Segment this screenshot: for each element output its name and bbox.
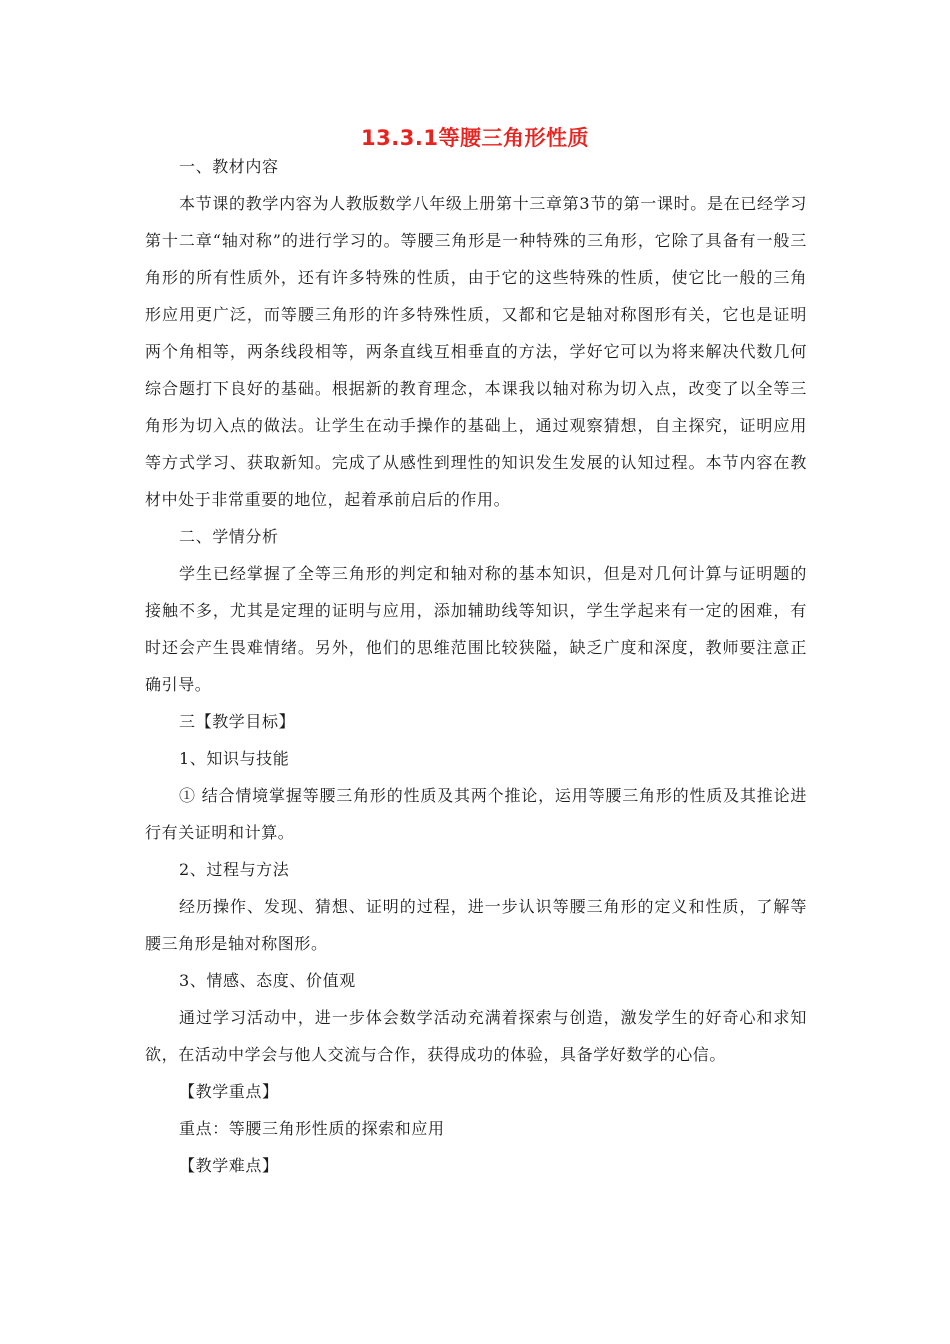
paragraph-textbook-content: 本节课的教学内容为人教版数学八年级上册第十三章第3节的第一课时。是在已经学习第十二章“轴对称”的进行学习的。等腰三角形是一种特殊的三角形，它除了具备有一般三角形的所有性质外，还有许多特殊的性质，由于它的这些特殊的性质，使它比一般的三角形应用更广泛，而等腰三角形的许多特殊性质，又都和它是轴对称图形有关，它也是证明两个角相等，两条线段相等，两条直线互相垂直的方法，学好它可以为将来解决代数几何综合题打下良好的基础。根据新的教育理念，本课我以轴对称为切入点，改变了以全等三角形为切入点的做法。让学生在动手操作的基础上，通过观察猜想，自主探究，证明应用等方式学习、获取新知。完成了从感性到理性的知识发生发展的认知过程。本节内容在教材中处于非常重要的地位，起着承前启后的作用。 [145, 194, 807, 509]
section-heading-key-points: 【教学重点】 [179, 1082, 279, 1101]
subheading-emotion-values: 3、情感、态度、价值观 [179, 971, 356, 990]
paragraph-key-points: 重点：等腰三角形性质的探索和应用 [179, 1119, 445, 1138]
subheading-knowledge-skills: 1、知识与技能 [179, 749, 290, 768]
subheading-process-method: 2、过程与方法 [179, 860, 290, 879]
paragraph-knowledge-skills: ① 结合情境掌握等腰三角形的性质及其两个推论，运用等腰三角形的性质及其推论进行有关证明和计算。 [145, 786, 807, 842]
paragraph-emotion-values: 通过学习活动中，进一步体会数学活动充满着探索与创造，激发学生的好奇心和求知欲，在活动中学会与他人交流与合作，获得成功的体验，具备学好数学的心信。 [145, 1008, 807, 1064]
section-heading-difficult-points: 【教学难点】 [179, 1156, 279, 1175]
section-heading-textbook-content: 一、教材内容 [179, 157, 279, 176]
section-heading-teaching-goals: 三【教学目标】 [179, 712, 296, 731]
document-title: 13.3.1等腰三角形性质 [361, 126, 589, 150]
document-body [145, 148, 807, 1184]
paragraph-student-analysis: 学生已经掌握了全等三角形的判定和轴对称的基本知识，但是对几何计算与证明题的接触不多，尤其是定理的证明与应用，添加辅助线等知识，学生学起来有一定的困难，有时还会产生畏难情绪。另外，他们的思维范围比较狭隘，缺乏广度和深度，教师要注意正确引导。 [145, 564, 807, 694]
section-heading-student-analysis: 二、学情分析 [179, 527, 279, 546]
paragraph-process-method: 经历操作、发现、猜想、证明的过程，进一步认识等腰三角形的定义和性质，了解等腰三角形是轴对称图形。 [145, 897, 807, 953]
